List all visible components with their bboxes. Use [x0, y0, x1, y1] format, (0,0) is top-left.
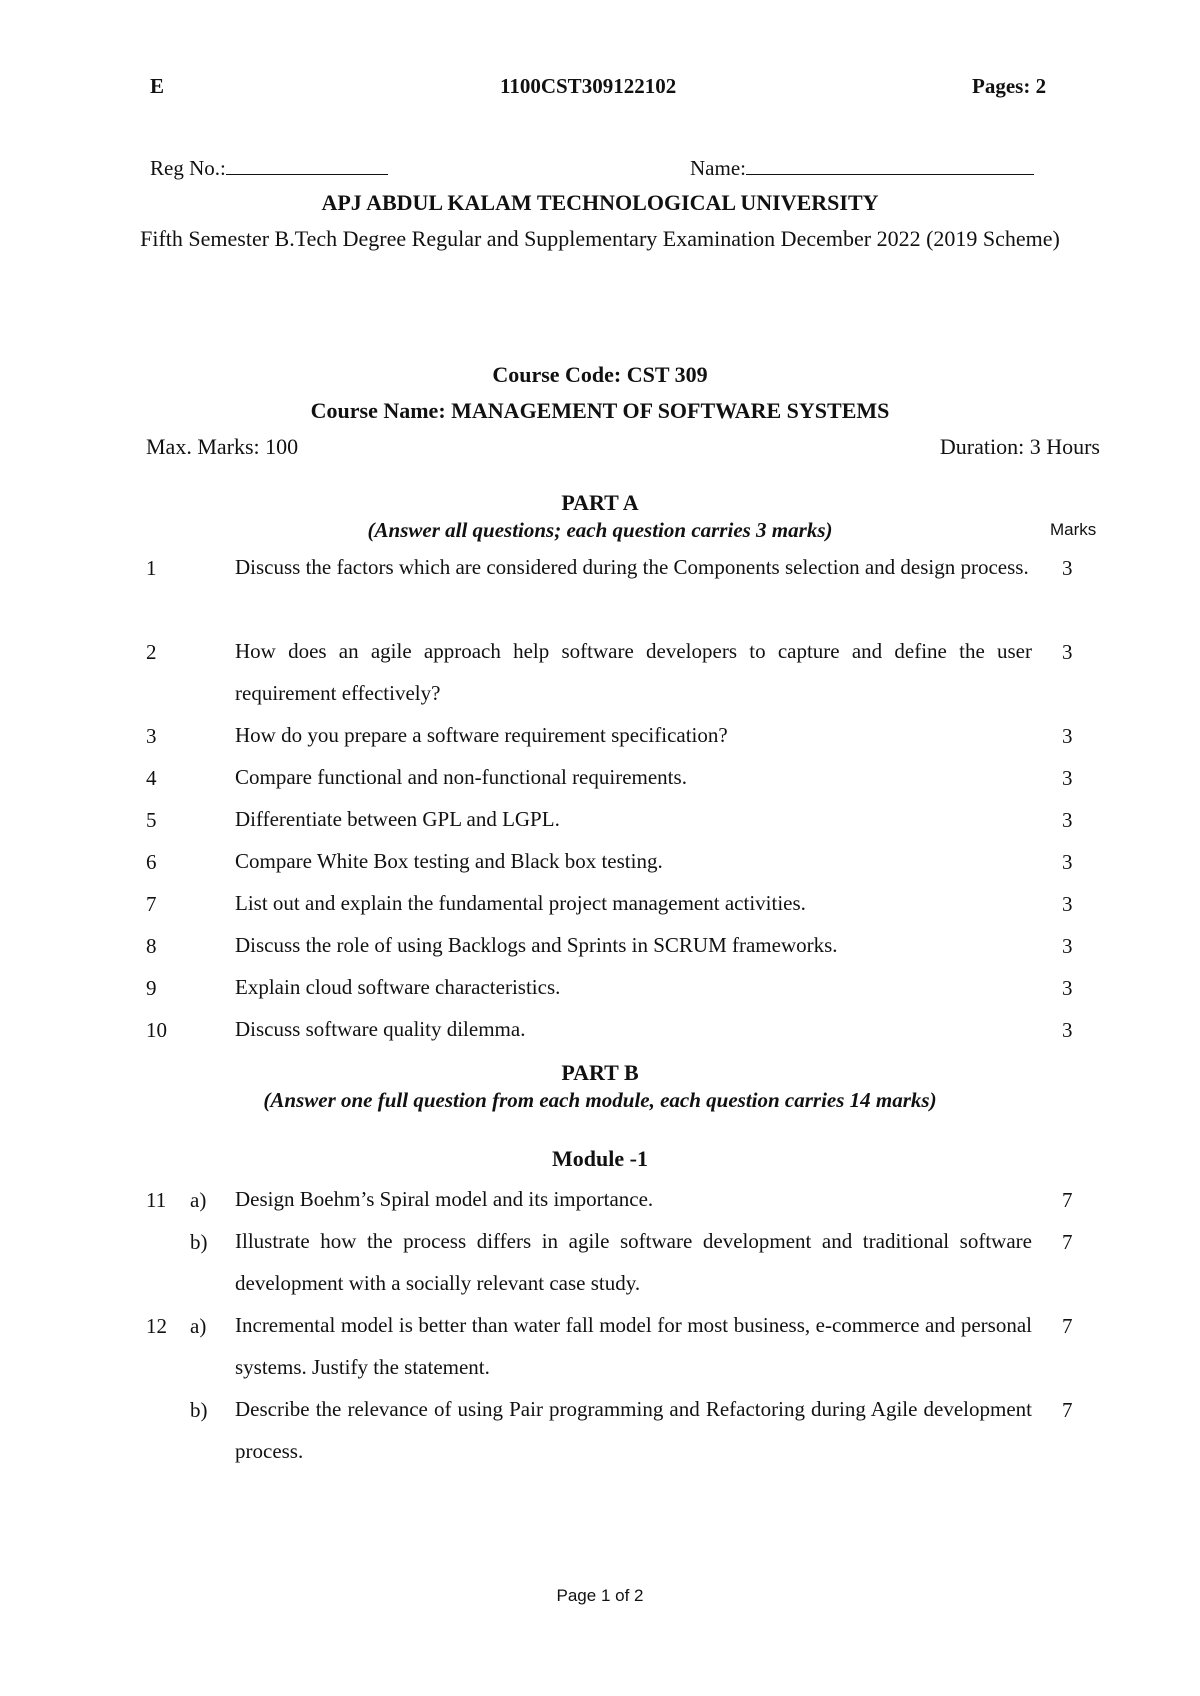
part-a-instruction: (Answer all questions; each question carries 3 marks) [367, 518, 833, 542]
question-number: 3 [146, 724, 157, 748]
question-number: 8 [146, 934, 157, 958]
question-subpart: b) [190, 1398, 208, 1422]
question-marks: 3 [1062, 556, 1073, 580]
duration: Duration: 3 Hours [939, 434, 1100, 459]
question-number: 6 [146, 850, 157, 874]
exam-title: Fifth Semester B.Tech Degree Regular and Supplementary Examination December 2022 (2019 Scheme) [140, 226, 1060, 251]
question-marks: 7 [1062, 1230, 1073, 1254]
page-footer: Page 1 of 2 [556, 1586, 644, 1605]
question-text: Compare White Box testing and Black box testing. [235, 849, 663, 873]
reg-no-line [226, 154, 388, 175]
question-text: Incremental model is better than water fall model for most business, e-commerce and personal systems. Justify the statement. [235, 1313, 1032, 1379]
question-marks: 7 [1062, 1398, 1073, 1422]
set-code: E [150, 74, 165, 98]
question-marks: 3 [1062, 640, 1073, 664]
question-text: How does an agile approach help software developers to capture and define the user requirement effectively? [235, 639, 1032, 705]
question-text: Discuss software quality dilemma. [235, 1017, 526, 1041]
question-number: 10 [146, 1018, 167, 1042]
reg-no-label: Reg No.: [150, 156, 226, 180]
question-text: How do you prepare a software requirement specification? [235, 723, 728, 747]
question-number: 1 [146, 556, 157, 580]
question-number: 9 [146, 976, 157, 1000]
name-line [746, 154, 1034, 175]
question-number: 5 [146, 808, 157, 832]
question-number: 7 [146, 892, 157, 916]
question-subpart: a) [190, 1188, 207, 1212]
question-marks: 3 [1062, 724, 1073, 748]
name-label: Name: [690, 156, 746, 180]
question-number: 11 [146, 1188, 167, 1212]
question-marks: 3 [1062, 934, 1073, 958]
question-text: Discuss the role of using Backlogs and Sprints in SCRUM frameworks. [235, 933, 838, 957]
question-text: Design Boehm’s Spiral model and its importance. [235, 1187, 654, 1211]
question-number: 2 [146, 640, 157, 664]
question-marks: 3 [1062, 892, 1073, 916]
question-text: List out and explain the fundamental project management activities. [235, 891, 806, 915]
name-field [690, 154, 1034, 181]
reg-no-field [150, 154, 388, 181]
course-name: Course Name: MANAGEMENT OF SOFTWARE SYSTEMS [310, 398, 890, 423]
question-marks: 3 [1062, 976, 1073, 1000]
question-marks: 3 [1062, 808, 1073, 832]
part-b-title: PART B [561, 1060, 639, 1085]
question-text: Discuss the factors which are considered during the Components selection and design process. [235, 555, 1029, 579]
question-marks: 7 [1062, 1314, 1073, 1338]
question-marks: 7 [1062, 1188, 1073, 1212]
page-count: Pages: 2 [972, 74, 1047, 98]
question-text: Describe the relevance of using Pair programming and Refactoring during Agile development process. [235, 1397, 1032, 1463]
question-marks: 3 [1062, 1018, 1073, 1042]
question-marks: 3 [1062, 850, 1073, 874]
paper-code: 1100CST309122102 [500, 74, 677, 98]
max-marks: Max. Marks: 100 [146, 434, 299, 459]
part-a-title: PART A [561, 490, 639, 515]
question-subpart: a) [190, 1314, 207, 1338]
question-text: Illustrate how the process differs in agile software development and traditional software development with a socially relevant case study. [235, 1229, 1032, 1295]
question-number: 12 [146, 1314, 167, 1338]
marks-column-header: Marks [1050, 520, 1097, 539]
question-text: Explain cloud software characteristics. [235, 975, 561, 999]
part-b-instruction: (Answer one full question from each module, each question carries 14 marks) [263, 1088, 937, 1112]
question-marks: 3 [1062, 766, 1073, 790]
question-text: Differentiate between GPL and LGPL. [235, 807, 560, 831]
question-subpart: b) [190, 1230, 208, 1254]
question-text: Compare functional and non-functional requirements. [235, 765, 687, 789]
university-name: APJ ABDUL KALAM TECHNOLOGICAL UNIVERSITY [321, 190, 879, 215]
course-code: Course Code: CST 309 [492, 362, 708, 387]
question-number: 4 [146, 766, 157, 790]
module-1-title: Module -1 [552, 1146, 648, 1171]
